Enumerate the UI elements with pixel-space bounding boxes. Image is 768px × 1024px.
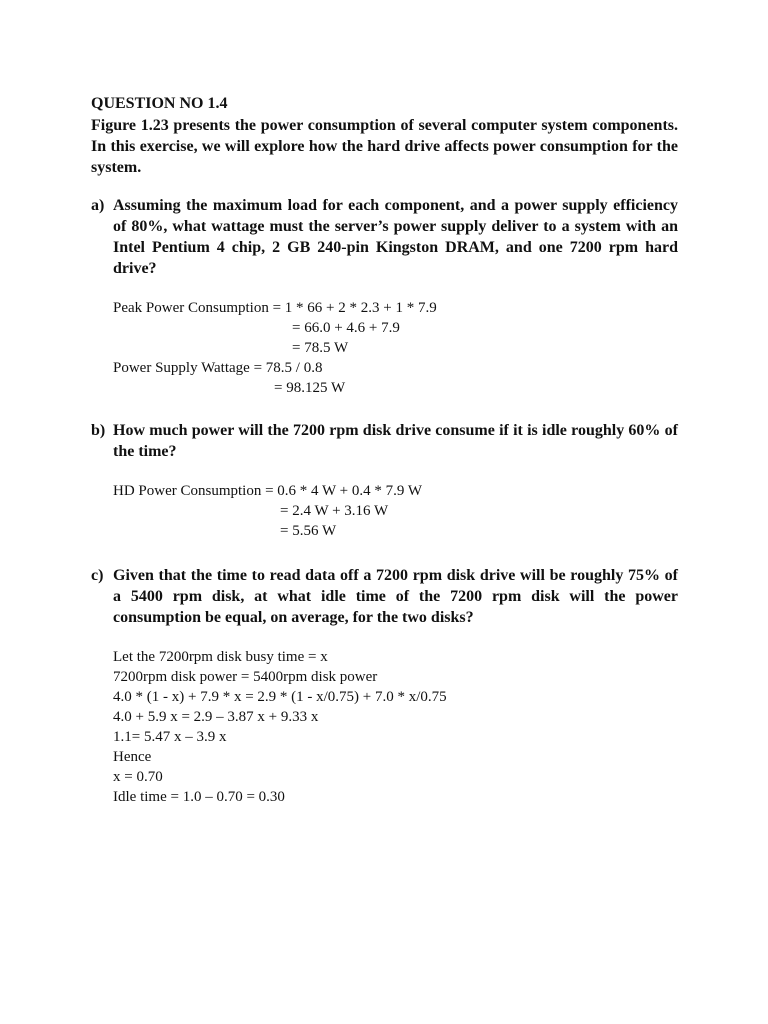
part-b-label: b) [91, 422, 106, 439]
part-a-question: Assuming the maximum load for each component, and a power supply efficiency of 80%, what wattage must the server’s power supply deliver to a system with an Intel Pentium 4 chip, 2 GB 240-pin Kingston DRAM, and one 7200 rpm hard drive? [113, 197, 678, 277]
part-a-line-1: Peak Power Consumption = 1 * 66 + 2 * 2.3 + 1 * 7.9 [113, 300, 437, 316]
part-a-line-3: = 78.5 W [292, 340, 349, 356]
part-c-line-5: 1.1= 5.47 x – 3.9 x [113, 729, 227, 745]
question-intro: Figure 1.23 presents the power consumption of several computer system components. In this exercise, we will explore how the hard drive affects power consumption for the system. [91, 117, 678, 176]
part-c-line-2: 7200rpm disk power = 5400rpm disk power [113, 669, 378, 685]
part-a-line-5: = 98.125 W [274, 380, 346, 396]
part-b-line-1: HD Power Consumption = 0.6 * 4 W + 0.4 * 7.9 W [113, 483, 423, 499]
part-c-line-1: Let the 7200rpm disk busy time = x [113, 649, 328, 665]
part-c-line-7: x = 0.70 [113, 769, 163, 785]
part-b-line-3: = 5.56 W [280, 523, 337, 539]
part-a-line-2: = 66.0 + 4.6 + 7.9 [292, 320, 400, 336]
question-heading: QUESTION NO 1.4 [91, 95, 228, 112]
part-c-line-8: Idle time = 1.0 – 0.70 = 0.30 [113, 789, 285, 805]
part-c-line-4: 4.0 + 5.9 x = 2.9 – 3.87 x + 9.33 x [113, 709, 319, 725]
part-a-line-4: Power Supply Wattage = 78.5 / 0.8 [113, 360, 323, 376]
part-c-line-3: 4.0 * (1 - x) + 7.9 * x = 2.9 * (1 - x/0.75) + 7.0 * x/0.75 [113, 689, 447, 705]
part-c-label: c) [91, 567, 104, 584]
part-a-label: a) [91, 197, 105, 214]
part-b-line-2: = 2.4 W + 3.16 W [280, 503, 389, 519]
part-c-line-6: Hence [113, 749, 152, 765]
part-b-question: How much power will the 7200 rpm disk drive consume if it is idle roughly 60% of the time? [113, 422, 678, 460]
part-c-question: Given that the time to read data off a 7200 rpm disk drive will be roughly 75% of a 5400 rpm disk, at what idle time of the 7200 rpm disk will the power consumption be equal, on average, for the two disks? [113, 567, 678, 626]
